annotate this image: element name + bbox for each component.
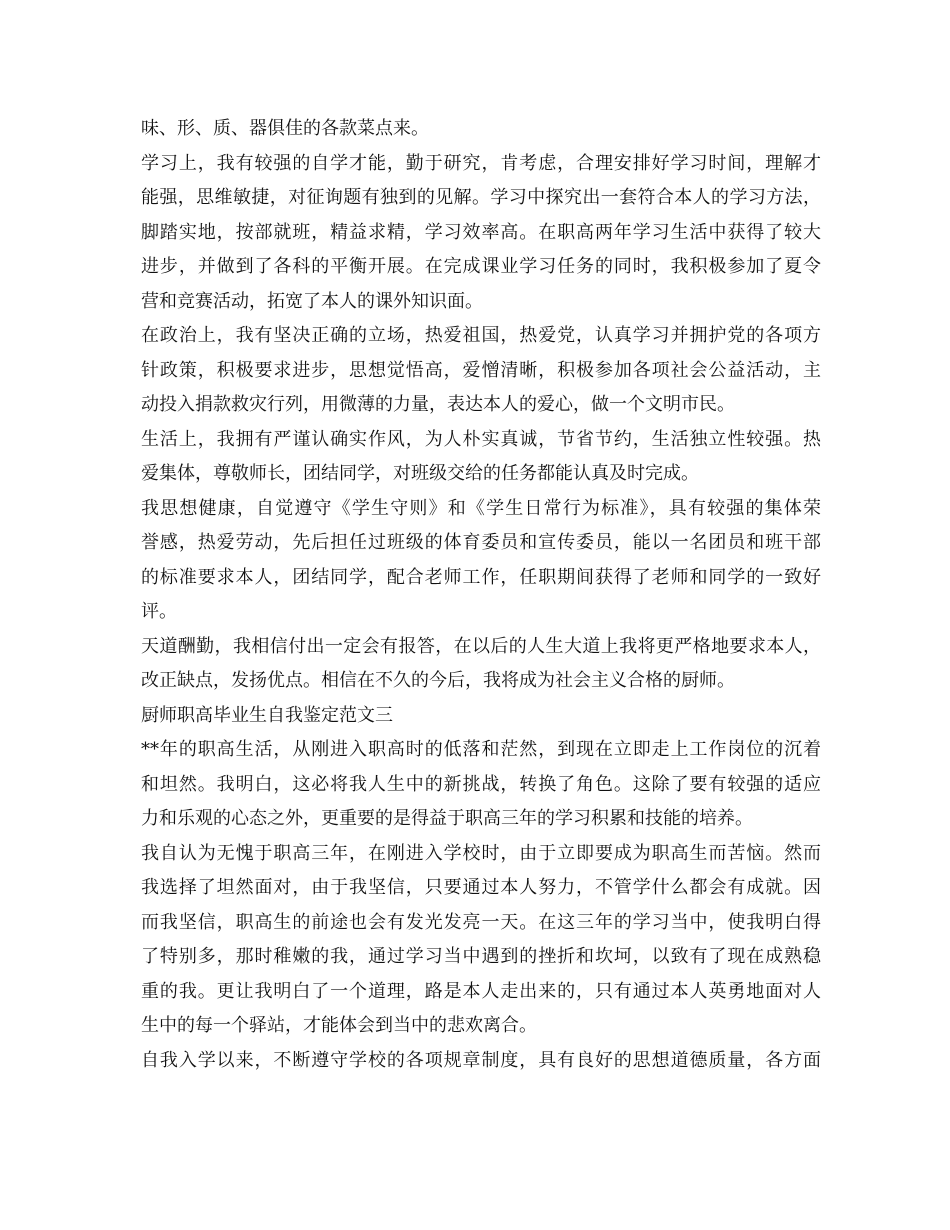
text-line: 力和乐观的心态之外，更重要的是得益于职高三年的学习积累和技能的培养。 xyxy=(141,808,753,829)
document-body xyxy=(141,112,821,1078)
text-line: 在政治上，我有坚决正确的立场，热爱祖国，热爱党，认真学习并拥护党的各项方 xyxy=(141,325,821,346)
text-line: 爱集体，尊敬师长，团结同学，对班级交给的任务都能认真及时完成。 xyxy=(141,463,699,484)
text-line: 脚踏实地，按部就班，精益求精，学习效率高。在职高两年学习生活中获得了较大 xyxy=(141,221,821,243)
text-line: 进步，并做到了各科的平衡开展。在完成课业学习任务的同时，我积极参加了夏令 xyxy=(141,256,821,277)
text-line: 我选择了坦然面对，由于我坚信，只要通过本人努力，不管学什么都会有成就。因 xyxy=(141,877,821,898)
text-line: 天道酬勤，我相信付出一定会有报答，在以后的人生大道上我将更严格地要求本人， xyxy=(141,635,821,657)
text-line: 重的我。更让我明白了一个道理，路是本人走出来的，只有通过本人英勇地面对人 xyxy=(141,980,821,1002)
text-line: 味、形、质、器俱佳的各款菜点来。 xyxy=(141,118,429,139)
text-line: 改正缺点，发扬优点。相信在不久的今后，我将成为社会主义合格的厨师。 xyxy=(141,670,735,691)
text-line: 针政策，积极要求进步，思想觉悟高，爱憎清晰，积极参加各项社会公益活动，主 xyxy=(141,359,821,381)
text-line: 生中的每一个驿站，才能体会到当中的悲欢离合。 xyxy=(141,1015,537,1036)
text-line: **年的职高生活，从刚进入职高时的低落和茫然，到现在立即走上工作岗位的沉着 xyxy=(141,739,821,760)
text-line: 而我坚信，职高生的前途也会有发光发亮一天。在这三年的学习当中，使我明白得 xyxy=(141,911,821,933)
text-line: 我自认为无愧于职高三年，在刚进入学校时，由于立即要成为职高生而苦恼。然而 xyxy=(141,842,821,864)
text-line: 评。 xyxy=(141,601,177,622)
text-line: 了特别多，那时稚嫩的我，通过学习当中遇到的挫折和坎坷，以致有了现在成熟稳 xyxy=(141,946,821,967)
text-line: 营和竞赛活动，拓宽了本人的课外知识面。 xyxy=(141,290,483,312)
text-line: 能强，思维敏捷，对征询题有独到的见解。学习中探究出一套符合本人的学习方法， xyxy=(141,187,821,208)
text-line: 动投入捐款救灾行列，用微薄的力量，表达本人的爱心，做一个文明市民。 xyxy=(141,394,735,415)
text-line: 厨师职高毕业生自我鉴定范文三 xyxy=(141,704,393,726)
text-line: 的标准要求本人，团结同学，配合老师工作，任职期间获得了老师和同学的一致好 xyxy=(141,566,821,588)
text-line: 生活上，我拥有严谨认确实作风，为人朴实真诚，节省节约，生活独立性较强。热 xyxy=(141,428,821,450)
text-line: 和坦然。我明白，这必将我人生中的新挑战，转换了角色。这除了要有较强的适应 xyxy=(141,773,821,795)
text-line: 学习上，我有较强的自学才能，勤于研究，肯考虑，合理安排好学习时间，理解才 xyxy=(141,152,821,174)
text-line: 誉感，热爱劳动，先后担任过班级的体育委员和宣传委员，能以一名团员和班干部 xyxy=(141,532,821,553)
text-line: 自我入学以来，不断遵守学校的各项规章制度，具有良好的思想道德质量，各方面 xyxy=(141,1049,821,1071)
text-line: 我思想健康，自觉遵守《学生守则》和《学生日常行为标准》，具有较强的集体荣 xyxy=(141,497,821,519)
